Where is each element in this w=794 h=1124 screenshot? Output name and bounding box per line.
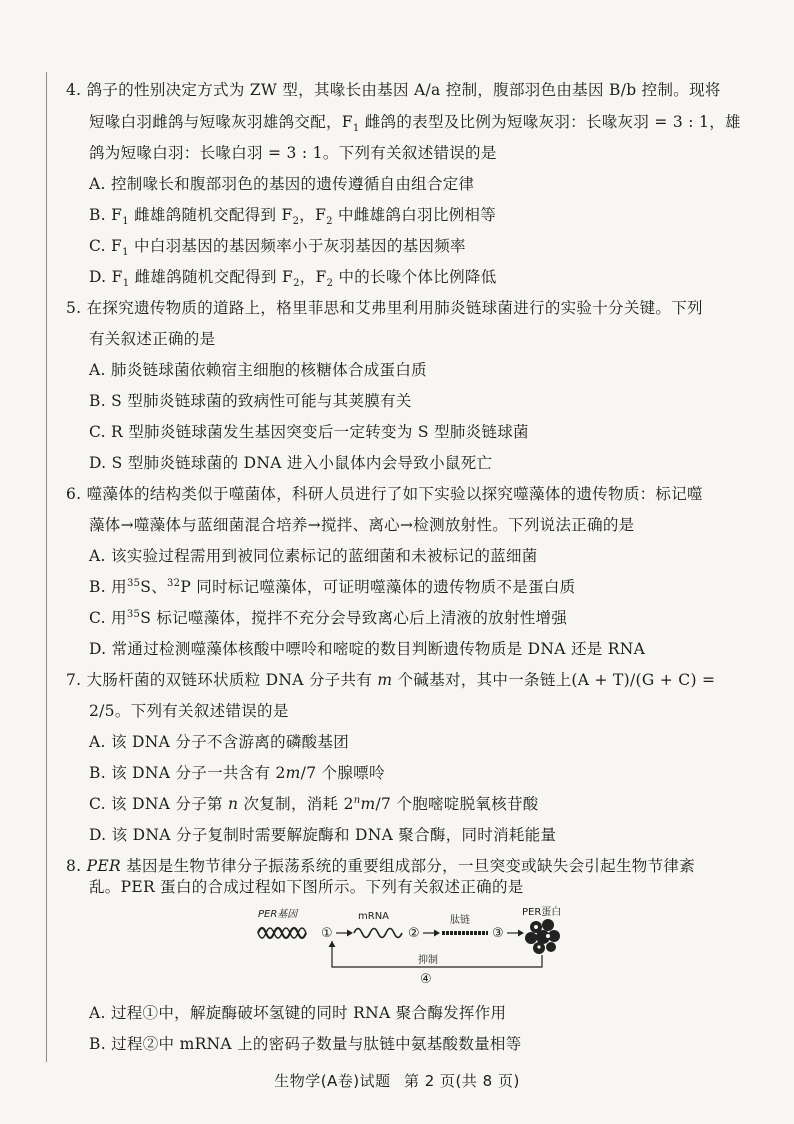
q5-stem-line-1: 5. 在探究遗传物质的道路上，格里菲思和艾弗里利用肺炎链球菌进行的实验十分关键。下列 <box>66 299 703 317</box>
q7-option-d: D. 该 DNA 分子复制时需要解旋酶和 DNA 聚合酶，同时消耗能量 <box>89 826 557 844</box>
gene-label: PER基因 <box>258 909 298 920</box>
protein-label: PER蛋白 <box>522 907 562 918</box>
step-1-label: ① <box>321 926 333 941</box>
inhibition-arrow-head-icon <box>329 941 336 947</box>
q6-option-c: C. 用$^{35}$S 标记噬藻体，搅拌不充分会导致离心后上清液的放射性增强 <box>89 608 568 627</box>
q6-option-d: D. 常通过检测噬藻体核酸中嘌呤和嘧啶的数目判断遗传物质是 DNA 还是 RNA <box>89 640 646 658</box>
arrow-3-head-icon <box>518 930 524 937</box>
mrna-strand-icon <box>354 929 402 938</box>
mrna-label: mRNA <box>358 911 390 922</box>
q6-option-a: A. 该实验过程需用到被同位素标记的蓝细菌和未被标记的蓝细菌 <box>89 547 538 565</box>
q5-option-d: D. S 型肺炎链球菌的 DNA 进入小鼠体内会导致小鼠死亡 <box>89 454 493 472</box>
q6-option-b: B. 用$^{35}$S、$^{32}$P 同时标记噬藻体，可证明噬藻体的遗传物质不是蛋白质 <box>89 577 576 596</box>
arrow-1-head-icon <box>347 930 353 937</box>
q7-option-a: A. 该 DNA 分子不含游离的磷酸基团 <box>89 733 350 751</box>
q5-option-c: C. R 型肺炎链球菌发生基因突变后一定转变为 S 型肺炎链球菌 <box>89 423 529 441</box>
footer-subject: 生物学(A卷)试题 <box>274 1072 391 1090</box>
q4-stem-line-2: 短喙白羽雌鸽与短喙灰羽雄鸽交配，$F_1$ 雌鸽的表型及比例为短喙灰羽：长喙灰羽 = 3 : 1，雄 <box>89 113 741 135</box>
q7-option-b: B. 该 DNA 分子一共含有 2m/7 个腺嘌呤 <box>89 764 385 782</box>
step-2-label: ② <box>408 926 420 941</box>
q4-option-b: B. $F_1$ 雌雄鸽随机交配得到 $F_2$，$F_2$ 中雌雄鸽白羽比例相等 <box>89 206 497 228</box>
arrow-2-head-icon <box>434 930 440 937</box>
footer-page-number: 第 2 页(共 8 页) <box>403 1072 520 1090</box>
q7-stem-line-1: 7. 大肠杆菌的双链环状质粒 DNA 分子共有 m 个碱基对，其中一条链上(A + T)/(G + C) = <box>66 671 716 689</box>
q8-option-a: A. 过程①中，解旋酶破坏氢键的同时 RNA 聚合酶发挥作用 <box>89 1004 507 1022</box>
q6-stem-line-1: 6. 噬藻体的结构类似于噬菌体，科研人员进行了如下实验以探究噬藻体的遗传物质：标记噬 <box>66 485 703 503</box>
inhibit-label: 抑制 <box>418 955 438 966</box>
step-3-label: ③ <box>492 926 504 941</box>
q8-stem-line-1: 8. PER 基因是生物节律分子振荡系统的重要组成部分，一旦突变或缺失会引起生物节律紊 <box>66 857 695 875</box>
q4-option-c: C. $F_1$ 中白羽基因的基因频率小于灰羽基因的基因频率 <box>89 237 466 259</box>
q7-stem-line-2: 2/5。下列有关叙述错误的是 <box>89 702 289 720</box>
q8-stem-line-2: 乱。PER 蛋白的合成过程如下图所示。下列有关叙述正确的是 <box>89 878 524 896</box>
q5-option-b: B. S 型肺炎链球菌的致病性可能与其荚膜有关 <box>89 392 412 410</box>
page-footer <box>0 1070 794 1091</box>
peptide-label: 肽链 <box>450 915 470 926</box>
per-protein-synthesis-diagram <box>250 905 590 987</box>
q8-option-b: B. 过程②中 mRNA 上的密码子数量与肽链中氨基酸数量相等 <box>89 1035 522 1053</box>
step-4-label: ④ <box>420 972 432 987</box>
per-protein-blob-icon <box>525 919 560 954</box>
q4-option-d: D. $F_1$ 雌雄鸽随机交配得到 $F_2$，$F_2$ 中的长喙个体比例降低 <box>89 268 497 290</box>
q7-option-c: C. 该 DNA 分子第 n 次复制，消耗 2$^n$m/7 个胞嘧啶脱氧核苷酸 <box>89 794 539 813</box>
q4-stem-line-3: 鸽为短喙白羽：长喙白羽 = 3 : 1。下列有关叙述错误的是 <box>89 144 497 162</box>
q5-option-a: A. 肺炎链球菌依赖宿主细胞的核糖体合成蛋白质 <box>89 361 427 379</box>
q4-stem-line-1: 4. 鸽子的性别决定方式为 ZW 型，其喙长由基因 A/a 控制，腹部羽色由基因 B/b 控制。现将 <box>66 81 721 99</box>
q4-option-a: A. 控制喙长和腹部羽色的基因的遗传遵循自由组合定律 <box>89 175 475 193</box>
q6-stem-line-2: 藻体→噬藻体与蓝细菌混合培养→搅拌、离心→检测放射性。下列说法正确的是 <box>89 516 635 534</box>
q5-stem-line-2: 有关叙述正确的是 <box>89 330 216 348</box>
